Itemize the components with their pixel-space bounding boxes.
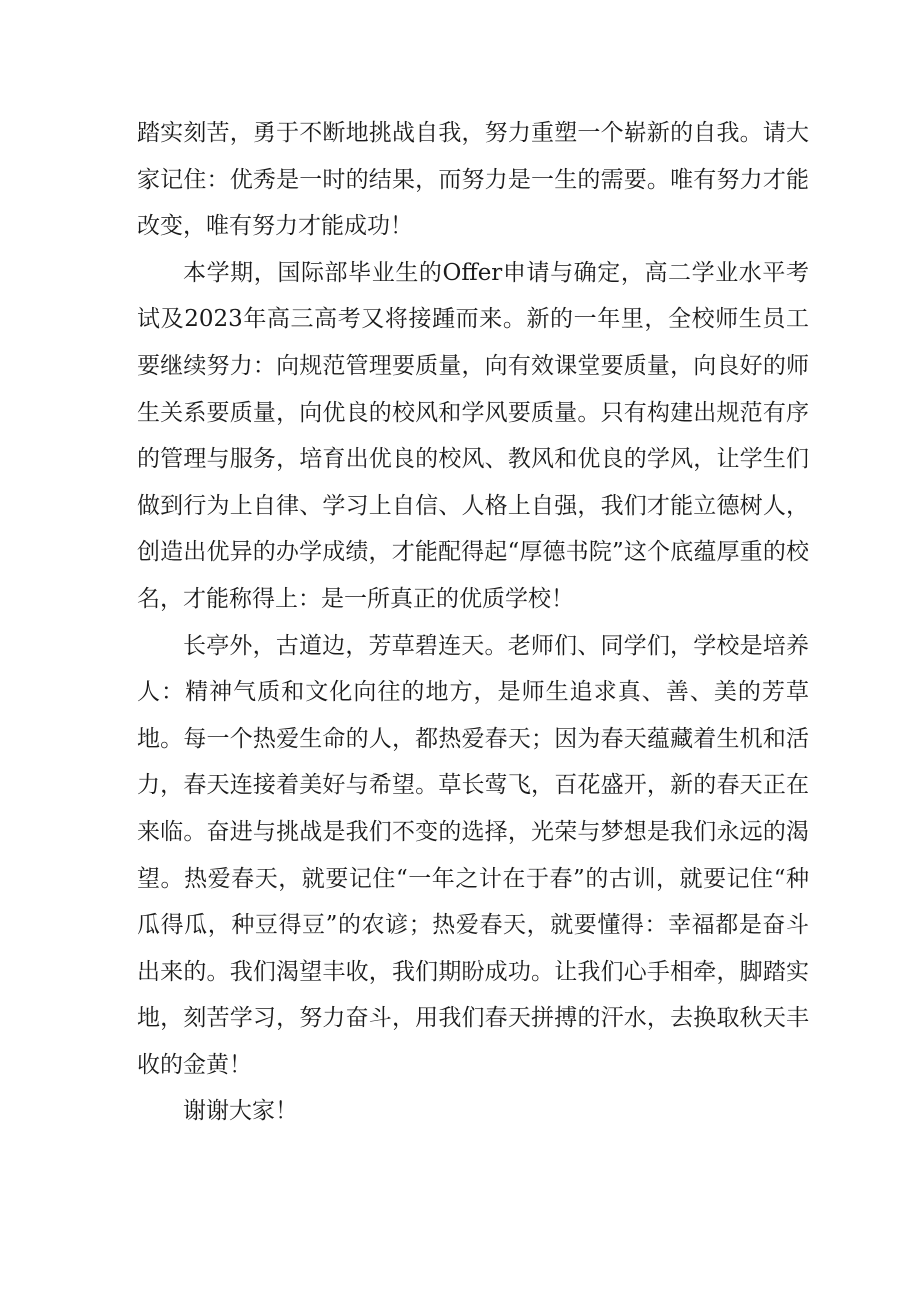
document-body: [137, 110, 809, 1135]
paragraph-3: 长亭外，古道边，芳草碧连天。老师们、同学们，学校是培养人：精神气质和文化向往的地方，是师生追求真、善、美的芳草地。每一个热爱生命的人，都热爱春天；因为春天蕴藏着生机和活力，春天连接着美好与希望。草长莺飞，百花盛开，新的春天正在来临。奋进与挑战是我们不变的选择，光荣与梦想是我们永远的渴望。热爱春天，就要记住“一年之计在于春”的古训，就要记住“种瓜得瓜，种豆得豆”的农谚；热爱春天，就要懂得：幸福都是奋斗出来的。我们渴望丰收，我们期盼成功。让我们心手相牵，脚踏实地，刻苦学习，努力奋斗，用我们春天拼搏的汗水，去换取秋天丰收的金黄！: [137, 632, 809, 1078]
paragraph-2: 本学期，国际部毕业生的Offer申请与确定，高二学业水平考试及2023年高三高考又将接踵而来。新的一年里，全校师生员工要继续努力：向规范管理要质量，向有效课堂要质量，向良好的师生关系要质量，向优良的校风和学风要质量。只有构建出规范有序的管理与服务，培育出优良的校风、教风和优良的学风，让学生们做到行为上自律、学习上自信、人格上自强，我们才能立德树人，创造出优异的办学成绩，才能配得起“厚德书院”这个底蕴厚重的校名，才能称得上：是一所真正的优质学校！: [137, 259, 809, 612]
paragraph-1: 踏实刻苦，勇于不断地挑战自我，努力重塑一个崭新的自我。请大家记住：优秀是一时的结果，而努力是一生的需要。唯有努力才能改变，唯有努力才能成功！: [137, 120, 809, 240]
paragraph-closing: 谢谢大家！: [183, 1098, 298, 1125]
